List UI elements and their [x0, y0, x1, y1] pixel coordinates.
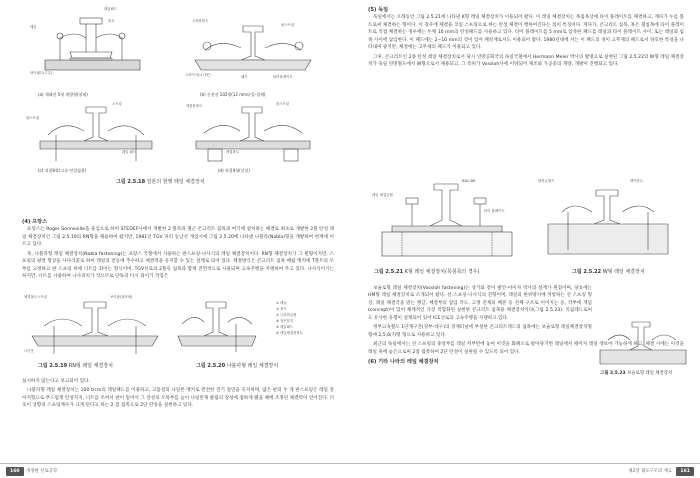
- fig-18a-caption: (a) 재래선 5형 개량형(철제): [38, 92, 88, 97]
- footer-title-right: 제2장 궤도구조의 재료: [628, 468, 672, 474]
- section-heading-germany: (5) 독일: [368, 7, 389, 13]
- caption-text: 나블라형 레일 체결장치: [226, 363, 279, 369]
- caption-number: 그림 2.5.18: [116, 179, 146, 185]
- caption-number: 그림 2.5.22: [572, 269, 602, 275]
- section-heading-other: (6) 기타 나라의 레일 체결장치: [368, 358, 439, 365]
- paragraph: 독일에서는 오래동안 그림 2.5.21에 나타낸 K형 레일 체결장치가 이용되어 왔다. 이 레일 체결장치는 목침목상에 타이 플레이트를 체결하고, 게다가 누름 볼트로써 체결하는 형이다. 이 경우에 체결용 코일 스프링으로 하는 탄성 체결이 행하여진다는 점이 특징이다. 게다가, 콘크리트 침목, 혹은 철침목에 타이 플레이트로 직접 체결하는 경우에는 두께 10 mm의 탄성패드를 사용하고 있다. 타이 플레이트를 5 mm로 압축한 패드를 레일과 타이 플레이트 사이, 또는 레일과 침목 사이에 삽입한다. 이 패드에는 2~10 mm의 것이 있어 패킹재로서도 이용되어 왔다. 1980년대에 서는 이 패드의 경이 고무제의 패드로서 양호한 특성을 나타내며 광지만, 체결에는 고무제의 패드가 이용되고 있다.: [368, 15, 684, 51]
- caption-text: W형 레일 체결장치: [602, 269, 645, 275]
- fig-18b-caption: (b) 신선선 102형(12 mm타입-철제): [200, 92, 266, 97]
- figure-2-5-22: 텐션클램프 앵커볼트: [538, 180, 678, 260]
- figure-2-5-19-caption: [38, 362, 113, 370]
- figure-2-5-21: RAIL B8 레일 체결클립 타이 플레이트: [372, 180, 522, 260]
- paragraph: 보슬로형 레일 체결장치(Vossloh fastening)는 상기와 같이 발안-아이자 박사의 설계가 원점이며, 당초에는 HM형 레일 체결장치로 소개되어 왔다. 선 스프링-나사식의 전형이며, 레일의 변위방지에 저항하는 선 스프링 형상, 레일 체결각을 받는 앵글, 체결부의 삽입 각도, 고정 전제의 배분 등 전체 구조로 이어지는 등, 각부에 개념(concept)이 있어 체계적인 가장 적합화된 실현한 콘크리트 침목용 체결장치이다(그림 2.5.23). 지침레드로써도 유사한 유형이 설계되어 있어 ICE선로의 고속주행을 지탱하고 있다.: [368, 286, 592, 321]
- caption-number: 그림 2.5.20: [196, 363, 226, 369]
- caption-number: 그림 2.5.21: [374, 269, 404, 275]
- right-text-block-1: [368, 6, 684, 70]
- figure-2-5-23: [598, 318, 688, 368]
- paragraph: 프랑스는 Roger Sonneville을 중심으로 하여 STEDEF사에서 개발한 2 블록의 철근 콘크리트 침목과 여기에 설치하는 체결로 최초로 개발한 2블 탄성 레일 체결장치인 그림 2.5.19의 RN형을 채용하여 왔지만, 1981년 TGV 파리 동남선 개업시에 그림 2.5.20에 나타낸 나블라(Nabla)형을 개발하여 현재에 이르고 있다.: [22, 227, 334, 248]
- rn-fastener-drawing: [24, 296, 164, 358]
- left-text-block-2: [22, 378, 334, 412]
- figure-2-5-22-caption: [572, 268, 645, 276]
- fastener-drawing-a: [30, 8, 160, 88]
- nabla-fastener-drawing: [176, 296, 326, 358]
- k-fastener-drawing: [372, 180, 522, 260]
- fig-label: ⑤ 레일패드: [276, 325, 294, 329]
- caption-text: K형 레일 체결장치(목침목의 경우): [404, 269, 480, 275]
- figure-2-5-20-caption: [196, 362, 278, 370]
- footer: [0, 463, 700, 478]
- fastener-drawing-b: [185, 20, 320, 88]
- fastener-drawing-c: [26, 103, 164, 165]
- fig-label: ① 레일: [276, 301, 287, 305]
- caption-number: 그림 2.5.23: [600, 371, 626, 376]
- fastener-drawing-d: [186, 103, 320, 165]
- paragraph: 최근의 독일에서는 선 스프링의 중앙부를 레일 저부면에 놓여 이것을 화해오로 팔아당기면 레일에서 떼어져 레일 캥보아 가능하게 하고, 체결 시에는 이것을 레일 위에 놓은으로써 2점 접촉하여 2단 탄성이 실현될 수 있도록 되어 있다.: [368, 342, 684, 355]
- page-number-left: 160: [6, 467, 24, 476]
- figure-2-5-18-b: C형용볼트 판스프링 스파이크(나사못) 쐐기 타이플레이트: [185, 20, 320, 88]
- w-fastener-drawing: [538, 180, 678, 260]
- caption-text: 일본의 현행 레일 체결장치: [146, 179, 205, 185]
- paragraph: 나블라형 레일 체결장치는 100 t/cm의 레일패드를 이용하고, 고품질의 나일론 앵커로 완전한 전기 절연을 유지하며, 얇은 판의 두 개 판스프링은 레일 강아지형으로 부드럽게 탄성지지, 너트를 조여서 판이 밀어서 그 강성의 오목부를 높이 나일론제 클립의 강성에 접하게 됐을 때에 조정된 체결력이 얻어진다. 더욱이 상향의 스프링계수가 크게 된다고 하는 2 점 접촉으로 2단 탄성을 실현하고 있다.: [22, 388, 334, 409]
- caption-text: RN형 레일 체결장치: [68, 363, 113, 369]
- paragraph: 즉, 나블라형 레일 체결장치(Nabla fastening)는 프랑스 국철에서 사용하는 판스프링-나사식의 레일 체결장치이다. RN형 체결장치가 그 원형이지만, 스프링의 평면 형상을 사다리꼴로 하여 레일의 전동에 추수하고 체결력을 유지할 수 있는 설계로 되어 있다. 체결방식은 콘크리트 침목 매립 앵커에 T볼트의 두부를 고정하고 판 스프링 위에 너트를 죄이는 형식이며, TGV선로의 2블록 침목과 함께 전면적으로 사용되며 고속주행을 지탱하여 주고 있다. 나사식이기는 하지만, 너트를 사용하여 나사피치가 작으므로 단독의 다시 죄이기 작업은: [22, 251, 334, 280]
- vossloh-fastener-drawing: [598, 318, 688, 368]
- page-number-right: 161: [676, 467, 694, 476]
- figure-2-5-21-caption: [374, 268, 479, 276]
- fig-18d-caption: (d) 직결9형(신설): [218, 168, 250, 173]
- figure-2-5-19: 체결볼트스프링 보이판(절연체) 나사못: [24, 296, 164, 358]
- fig-label: ⑥ 레일체결용볼트: [276, 331, 304, 335]
- caption-number: 그림 2.5.19: [38, 363, 68, 369]
- section-heading-france: (4) 프랑스: [22, 219, 48, 225]
- fig-label: ④ 절연블록: [276, 319, 294, 323]
- left-text-block-1: [22, 218, 334, 282]
- fig-label: ② 볼트: [276, 307, 287, 311]
- paragraph: 실시하지 않는다고 보고되어 있다.: [22, 379, 90, 384]
- figure-2-5-18-caption: [116, 178, 205, 186]
- figure-2-5-18-d: 체결용볼트 판스프링 체결볼트: [186, 103, 320, 165]
- figure-2-5-18-a: 레일패드 볼트 레일 타이패드(고무): [30, 8, 160, 88]
- figure-2-5-20: [176, 296, 326, 358]
- paragraph: 정부고속철도 1단계구간(경부-대구)의 경제터널에 부설한 콘크리트레드의 침목에는 보슬로형 레일체결장치형 형에 2,5,6(?)형 형으로 사용하고 있다.: [368, 325, 592, 338]
- fig-18c-caption: (c) 직결8형(고속·전철겸용): [38, 168, 87, 173]
- paragraph: 그후, 콘크리트인 2종 탄성 레일 체결장치로서 당시 연방공화국의 독일국철에서 Hermann Meier 박사의 발명으로 실현된 그림 2.5.22의 W형 레일 체결장치가 독일 연방철도에서 W형으로서 채용되고, 그 특허가 Vossloh사에 이양되어 제조와 가공중의 개량, 개발이 진행되고 있다.: [368, 54, 684, 68]
- footer-title-left: 개정판 선로공학: [26, 468, 58, 474]
- right-page: [350, 0, 700, 478]
- fig-label: ③ 나블라클립: [276, 313, 297, 317]
- figure-2-5-23-caption: [600, 370, 672, 377]
- figure-2-5-18-c: 스프링 판스프링 레일 패드: [26, 103, 164, 165]
- caption-text: 보슬로형 레일 체결장치: [626, 371, 673, 376]
